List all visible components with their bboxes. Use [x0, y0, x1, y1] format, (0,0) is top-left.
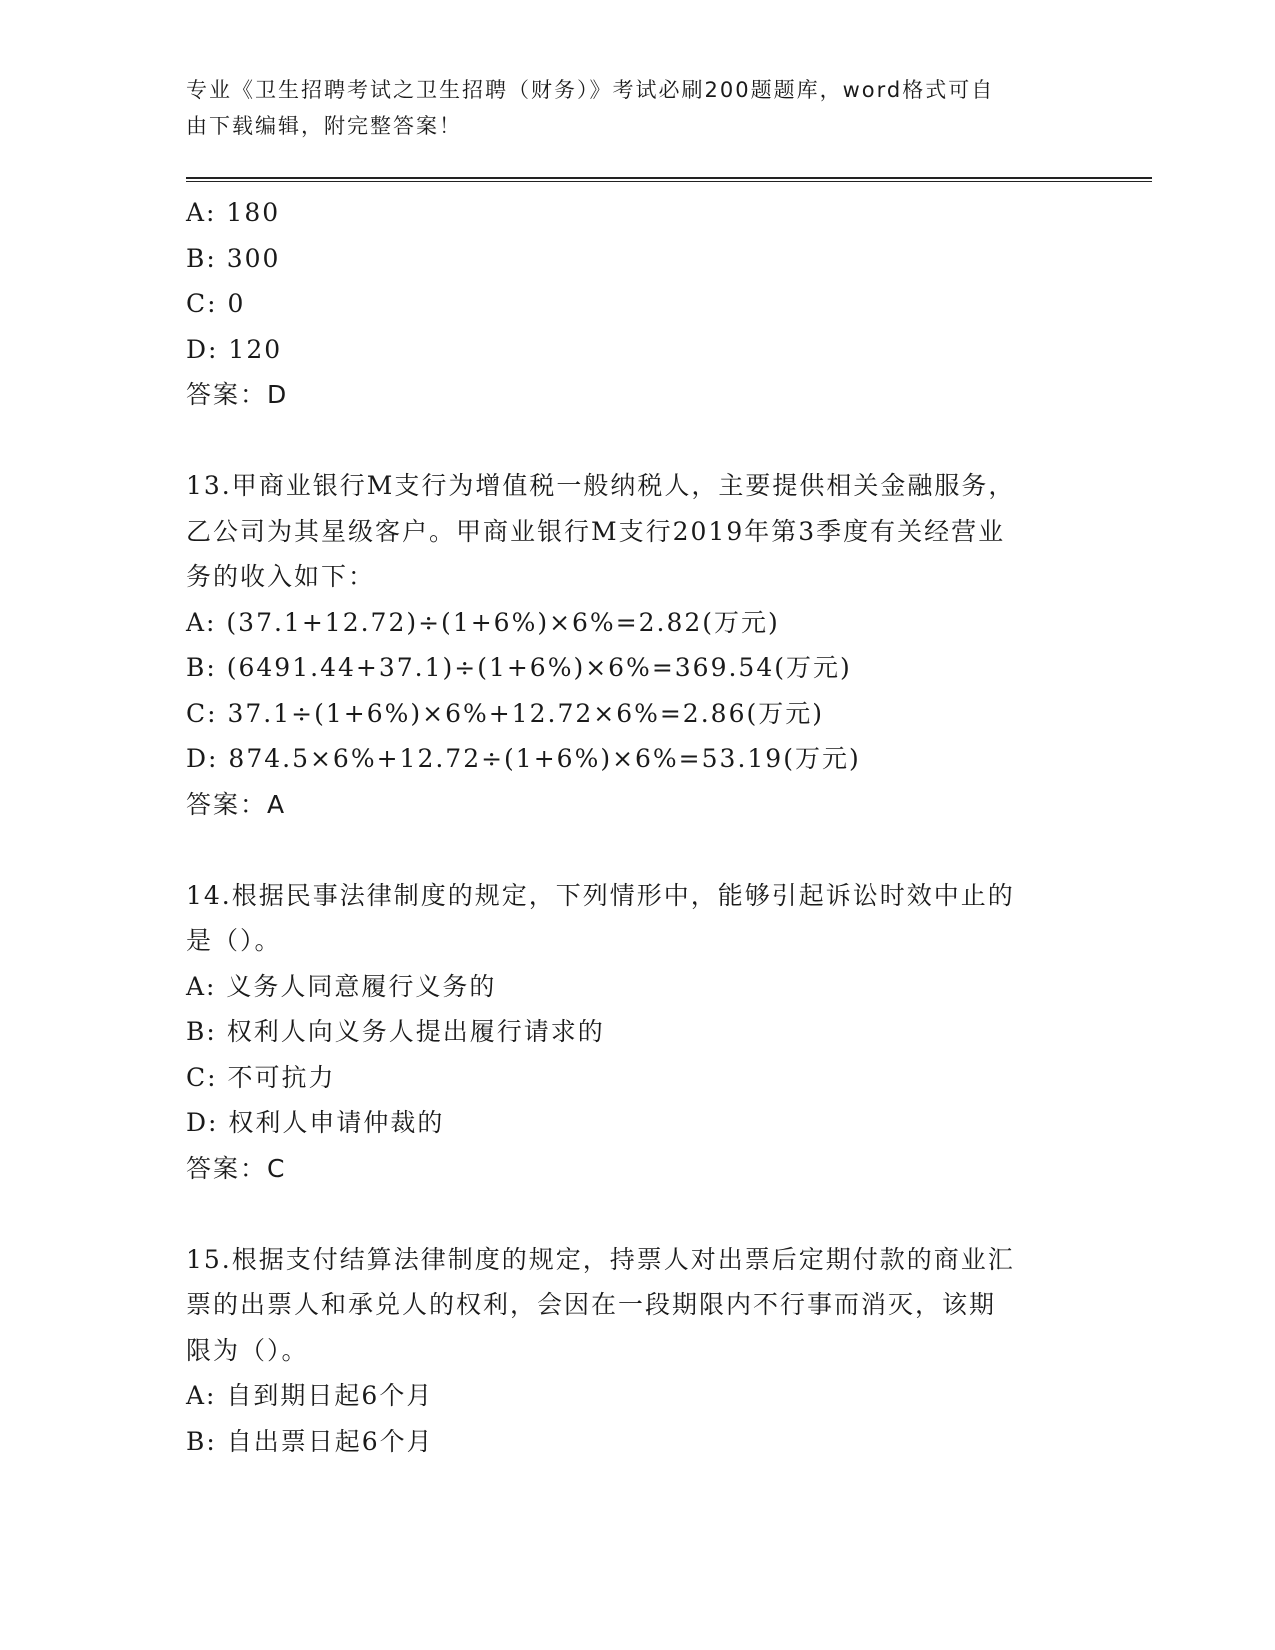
option-d: D: 874.5×6%+12.72÷(1+6%)×6%=53.19(万元) — [186, 744, 861, 773]
option-a: A: 自到期日起6个月 — [186, 1381, 434, 1410]
header-line: 由下载编辑，附完整答案！ — [186, 114, 462, 138]
option-d: D: 120 — [186, 334, 283, 364]
option-c: C: 37.1÷(1+6%)×6%+12.72×6%=2.86(万元) — [186, 698, 824, 728]
header-line: 专业《卫生招聘考试之卫生招聘（财务）》考试必刷200题题库，word格式可自 — [186, 78, 995, 102]
question-stem: 15.根据支付结算法律制度的规定，持票人对出票后定期付款的商业汇 — [186, 1244, 1015, 1274]
question-stem: 13.甲商业银行M支行为增值税一般纳税人，主要提供相关金融服务， — [186, 471, 1016, 500]
question-14 — [186, 873, 1086, 1192]
option-d: D: 权利人申请仲裁的 — [186, 1108, 445, 1137]
option-b: B: 自出票日起6个月 — [186, 1426, 434, 1456]
answer: 答案：A — [186, 789, 287, 819]
answer: 答案：D — [186, 380, 289, 409]
question-12-tail — [186, 190, 1086, 418]
option-b: B: 300 — [186, 243, 281, 273]
question-13 — [186, 463, 1086, 827]
header-divider-thin — [186, 181, 1152, 182]
option-c: C: 不可抗力 — [186, 1062, 336, 1092]
option-a: A: 义务人同意履行义务的 — [186, 971, 497, 1001]
question-stem: 票的出票人和承兑人的权利，会因在一段期限内不行事而消灭，该期 — [186, 1290, 997, 1319]
option-a: A: 180 — [186, 198, 281, 227]
question-stem: 务的收入如下： — [186, 562, 376, 591]
question-list — [186, 190, 1086, 1464]
answer: 答案：C — [186, 1153, 287, 1183]
option-c: C: 0 — [186, 289, 246, 318]
question-stem: 限为（）。 — [186, 1335, 309, 1365]
question-stem: 是（）。 — [186, 926, 282, 955]
question-15 — [186, 1237, 1086, 1465]
option-b: B: (6491.44+37.1)÷(1+6%)×6%=369.54(万元) — [186, 653, 852, 682]
document-header — [186, 72, 1066, 144]
question-stem: 乙公司为其星级客户。甲商业银行M支行2019年第3季度有关经营业 — [186, 516, 1006, 546]
header-divider — [186, 177, 1152, 179]
question-stem: 14.根据民事法律制度的规定，下列情形中，能够引起诉讼时效中止的 — [186, 880, 1015, 910]
option-b: B: 权利人向义务人提出履行请求的 — [186, 1017, 605, 1046]
option-a: A: (37.1+12.72)÷(1+6%)×6%=2.82(万元) — [186, 607, 780, 637]
